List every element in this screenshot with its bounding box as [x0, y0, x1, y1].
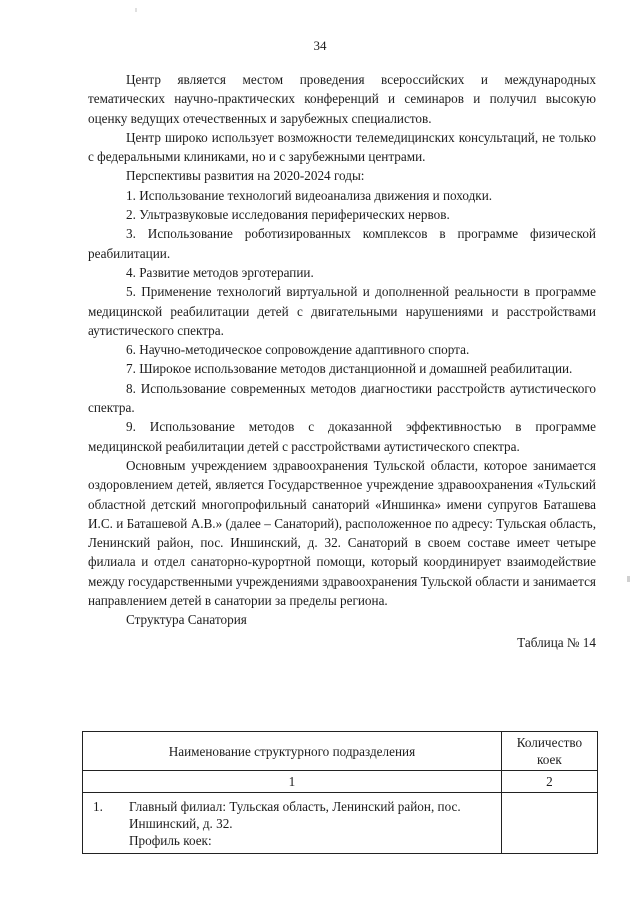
header-beds: Количество коек: [501, 732, 597, 771]
paragraph: Центр широко использует возможности телемедицинских консультаций, не только с федеральными клиниками, но и с зарубежными центрами.: [88, 129, 596, 165]
beds-cell: [501, 793, 597, 854]
column-number-row: [83, 771, 598, 793]
column-number: 2: [501, 771, 597, 793]
division-text: [129, 798, 495, 849]
bed-profile-label: Профиль коек:: [129, 832, 212, 848]
list-item: 9. Использование методов с доказанной эффективностью в программе медицинской реабилитации детей с расстройствами аутистического спектра.: [88, 419, 596, 454]
paragraph: Основным учреждением здравоохранения Тульской области, которое занимается оздоровлением детей, является Государственное учреждение здравоохранения «Тульский областной детский многопрофильный санаторий «Иншинка» имени супругов Баташева И.С. и Баташевой А.В.» (далее – Санаторий), расположенное по адресу: Тульская область, Ленинский район, пос. Иншинский, д. 32. Санаторий в своем составе имеет четыре филиала и отдел санаторно-курортной помощи, который координирует взаимодействие между государственными учреждениями здравоохранения Тульской области и занимается направлением детей в санатории за пределы региона.: [88, 457, 596, 609]
list-item: 1. Использование технологий видеоанализа движения и походки.: [126, 187, 493, 203]
division-cell: [83, 793, 502, 854]
table-number: Таблица № 14: [517, 634, 596, 650]
table-header-row: [83, 732, 598, 771]
list-item: 6. Научно-методическое сопровождение адаптивного спорта.: [126, 342, 470, 358]
row-number: 1.: [93, 798, 103, 814]
division-address: Главный филиал: Тульская область, Ленинский район, пос. Иншинский, д. 32.: [129, 798, 461, 831]
list-item: 7. Широкое использование методов дистанционной и домашней реабилитации.: [126, 361, 573, 377]
list-item: 3. Использование роботизированных комплексов в программе физической реабилитации.: [88, 226, 596, 261]
table-row: [83, 793, 598, 854]
header-name: Наименование структурного подразделения: [83, 732, 502, 771]
paragraph: Перспективы развития на 2020-2024 годы:: [126, 168, 365, 184]
table-caption: Структура Санатория: [126, 612, 247, 628]
column-number: 1: [83, 771, 502, 793]
page-number: 34: [313, 38, 327, 53]
scan-speck: [627, 576, 630, 582]
list-item: 2. Ультразвуковые исследования периферических нервов.: [126, 207, 450, 223]
list-item: 5. Применение технологий виртуальной и дополненной реальности в программе медицинской реабилитации детей с двигательными нарушениями и расстройствами аутистического спектра.: [88, 284, 596, 338]
list-item: 4. Развитие методов эрготерапии.: [126, 264, 314, 280]
document-body: [88, 70, 596, 652]
paragraph: Центр является местом проведения всероссийских и международных тематических научно-практических конференций и семинаров и получил высокую оценку ведущих отечественных и зарубежных специалистов.: [88, 72, 596, 126]
list-item: 8. Использование современных методов диагностики расстройств аутистического спектра.: [88, 380, 596, 416]
scan-speck: [135, 8, 137, 12]
sanatorium-structure-table: [82, 731, 598, 854]
